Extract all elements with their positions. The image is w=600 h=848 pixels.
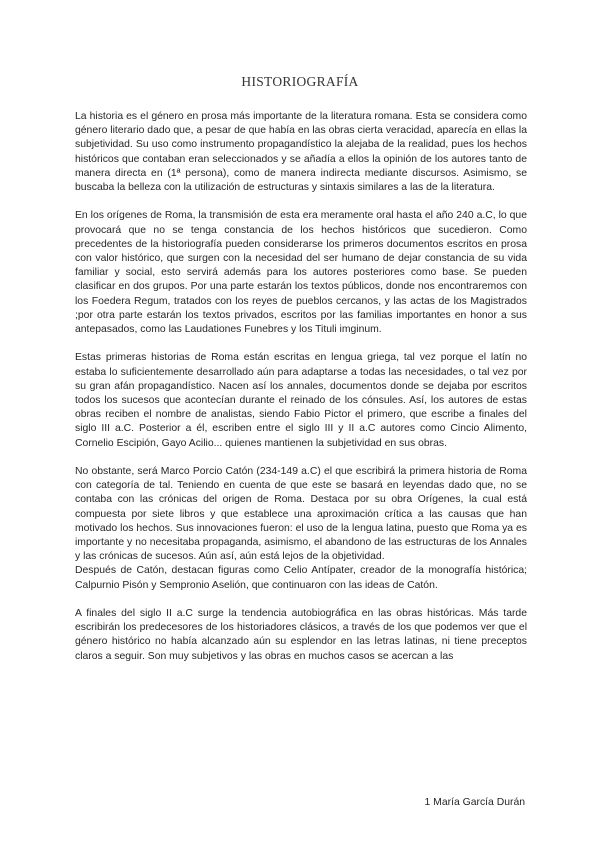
paragraph-origins: En los orígenes de Roma, la transmisión de esta era meramente oral hasta el año 240 a.C, lo que provocará que no se tenga constancia de los hechos históricos que sucedieron. Como precedentes de la historiografía pueden considerarse los primeros documentos escritos en prosa con valor histórico, que surgen con la necesidad del ser humano de dejar constancia de su vida familiar y social, esto servirá además para los autores posteriores como base. Se pueden clasificar en dos grupos. Por una parte estarán los textos públicos, donde nos encontraremos con los Foedera Regum, tratados con los reyes de pueblos cercanos, y las actas de los Magistrados ;por otra parte estarán los textos privados, escritos por las familias importantes en honor a sus antepasados, como las Laudationes Funebres y los Tituli imginum. [75,210,527,336]
paragraph-first-histories: Estas primeras historias de Roma están escritas en lengua griega, tal vez porque el latín no estaba lo suficientemente desarrollado aún para adaptarse a todas las necesidades, o tal vez por su gran afán propagandístico. Nacen así los annales, documentos donde se dejaba por escritos todos los sucesos que acontecían durante el reinado de los cónsules. Así, los autores de estas obras reciben el nombre de analistas, siendo Fabio Pictor el primero, que escribe a finales del siglo III a.C. Posterior a él, escriben entre el siglo III y II a.C autores como Cincio Alimento, Cornelio Escipión, Gayo Acilio... quienes mantienen la subjetividad en sus obras. [75,352,527,449]
page-footer: 1 María García Durán [424,797,525,808]
paragraph-intro: La historia es el género en prosa más importante de la literatura romana. Esta se considera como género literario dado que, a pesar de que había en las obras cierta veracidad, aparecía en ellas la subjetividad. Su uso como instrumento propagandístico la alejaba de la realidad, pues los hechos históricos que contaban eran seleccionados y se añadía a ellos la opinión de los autores tanto de manera directa en (1ª persona), como de manera indirecta mediante discursos. Asimismo, se buscaba la belleza con la utilización de estructuras y sintaxis similares a las de la literatura. [75,111,527,194]
page-title: HISTORIOGRAFÍA [241,74,359,89]
paragraph-after-caton: Después de Catón, destacan figuras como Celio Antípater, creador de la monografía histórica; Calpurnio Pisón y Sempronio Aselión, que continuaron con las ideas de Catón. [75,565,527,591]
paragraph-late-period: A finales del siglo II a.C surge la tendencia autobiográfica en las obras históricas. Más tarde escribirán los predecesores de los historiadores clásicos, a través de los que podemos ver que el género histórico no había alcanzado aún su esplendor en las letras latinas, ni tiene preceptos claros a seguir. Son muy subjetivos y las obras en muchos casos se acercan a las [75,608,527,662]
document-body [75,110,527,678]
paragraph-caton: No obstante, será Marco Porcio Catón (234-149 a.C) el que escribirá la primera historia de Roma con categoría de tal. Teniendo en cuenta de que este se basará en leyendas dado que, no se contaba con las crónicas del origen de Roma. Destaca por su obra Orígenes, la cual está compuesta por siete libros y que establece una aproximación crítica a las causas que han motivado los hechos. Sus innovaciones fueron: el uso de la lengua latina, puesto que Roma ya es importante y no necesitaba propaganda, asimismo, el abandono de las estructuras de los Annales y las crónicas de sucesos. Aún así, aún está lejos de la objetividad. [75,466,527,563]
